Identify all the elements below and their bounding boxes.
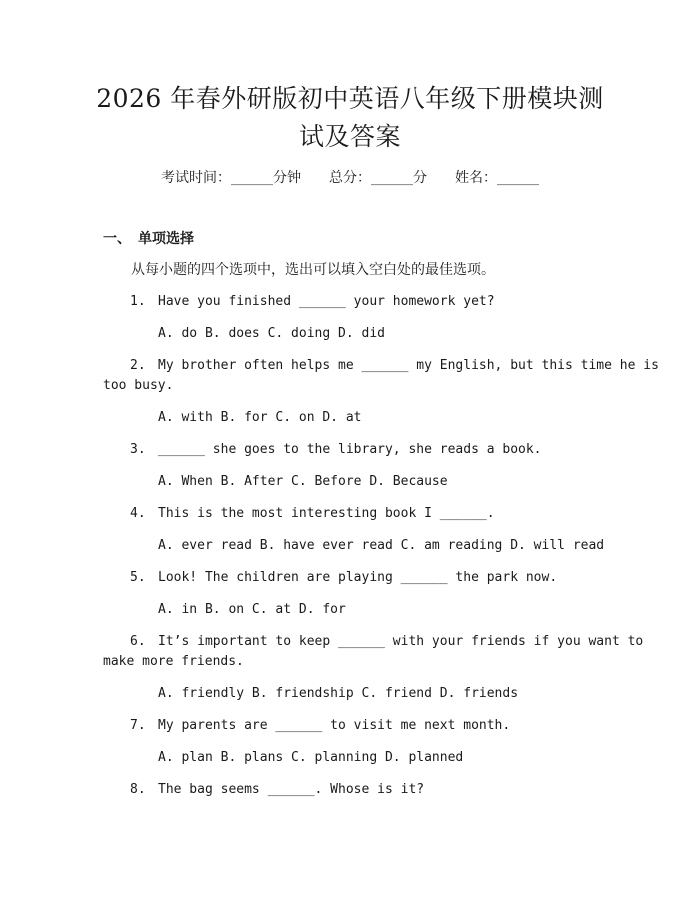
- question-options: A. in B. on C. at D. for: [158, 602, 346, 617]
- question-stem: Have you finished ______ your homework yet?: [158, 294, 495, 309]
- question-stem-continuation: too busy.: [103, 378, 174, 393]
- question-number: 8.: [130, 782, 146, 797]
- question-6: [103, 632, 644, 672]
- question-stem: My brother often helps me ______ my English, but this time he is: [158, 358, 659, 373]
- question-stem: This is the most interesting book I ______.: [158, 506, 495, 521]
- document-title-line-2: 试及答案: [298, 122, 401, 151]
- document-title-line-1: 2026 年春外研版初中英语八年级下册模块测: [96, 84, 604, 113]
- section-instruction: 从每小题的四个选项中，选出可以填入空白处的最佳选项。: [131, 262, 495, 278]
- question-stem: Look! The children are playing ______ the park now.: [158, 570, 558, 585]
- question-number: 2.: [130, 358, 146, 373]
- question-3: [103, 440, 603, 460]
- question-stem-continuation: make more friends.: [103, 654, 244, 669]
- question-number: 4.: [130, 506, 146, 521]
- question-4: [103, 504, 603, 524]
- question-8: [103, 780, 603, 800]
- question-stem: The bag seems ______. Whose is it?: [158, 782, 425, 797]
- question-5: [103, 568, 603, 588]
- question-1: [103, 292, 603, 312]
- question-number: 6.: [130, 634, 146, 649]
- question-stem: My parents are ______ to visit me next month.: [158, 718, 511, 733]
- question-number: 3.: [130, 442, 146, 457]
- question-options: A. do B. does C. doing D. did: [158, 326, 385, 341]
- question-2: [103, 356, 659, 396]
- question-number: 7.: [130, 718, 146, 733]
- question-number: 5.: [130, 570, 146, 585]
- question-options: A. with B. for C. on D. at: [158, 410, 362, 425]
- question-number: 1.: [130, 294, 146, 309]
- question-options: A. When B. After C. Before D. Because: [158, 474, 448, 489]
- question-options: A. friendly B. friendship C. friend D. friends: [158, 686, 519, 701]
- question-options: A. ever read B. have ever read C. am reading D. will read: [158, 538, 605, 553]
- exam-info-line: 考试时间：______分钟 总分：______分 姓名：______: [161, 170, 539, 186]
- question-stem: It’s important to keep ______ with your friends if you want to: [158, 634, 644, 649]
- question-stem: ______ she goes to the library, she reads a book.: [158, 442, 542, 457]
- question-options: A. plan B. plans C. planning D. planned: [158, 750, 464, 765]
- question-7: [103, 716, 603, 736]
- section-heading: 一、 单项选择: [103, 231, 194, 247]
